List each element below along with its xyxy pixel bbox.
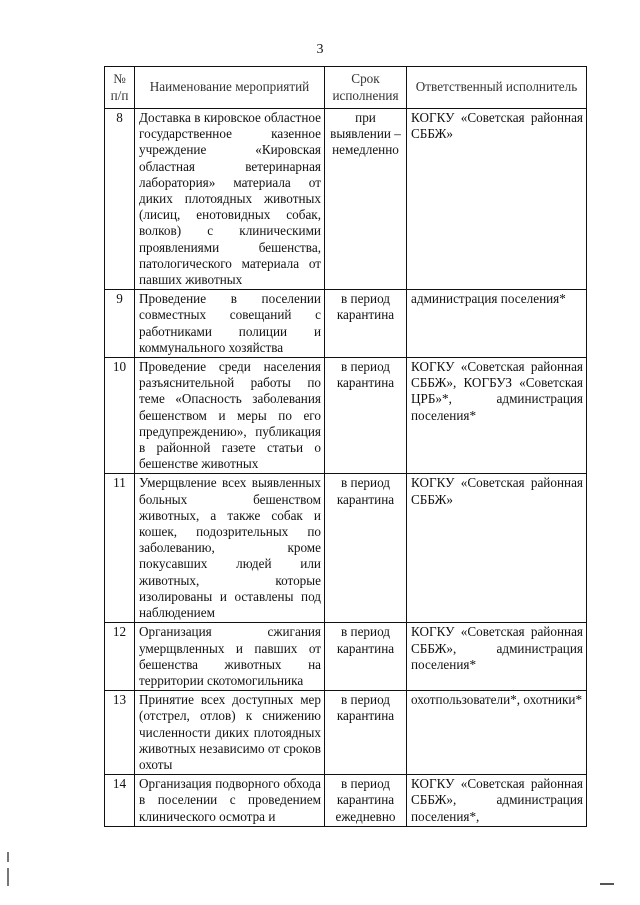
table-row: [105, 691, 587, 775]
row-responsible: КОГКУ «Советская районная СББЖ»: [407, 474, 587, 623]
row-responsible: КОГКУ «Советская районная СББЖ», администрация поселения*,: [407, 775, 587, 827]
table-row: [105, 358, 587, 474]
table-row: [105, 109, 587, 290]
scan-mark: [7, 868, 9, 886]
table-header-row: [105, 67, 587, 109]
header-name: Наименование мероприятий: [135, 67, 325, 109]
page-number: 3: [316, 42, 324, 57]
row-name: Организация подворного обхода в поселении с проведением клинического осмотра и: [135, 775, 325, 827]
row-num: 10: [105, 358, 135, 474]
row-num: 8: [105, 109, 135, 290]
row-num: 12: [105, 623, 135, 691]
table-row: [105, 623, 587, 691]
table-row: [105, 474, 587, 623]
row-responsible: КОГКУ «Советская районная СББЖ», КОГБУЗ «Советская ЦРБ»*, администрация поселения*: [407, 358, 587, 474]
row-term: в период карантина: [325, 691, 407, 775]
row-responsible: администрация поселения*: [407, 290, 587, 358]
row-name: Организация сжигания умерщвленных и павших от бешенства животных на территории скотомогильника: [135, 623, 325, 691]
header-num: № п/п: [105, 67, 135, 109]
row-term: в период карантина: [325, 290, 407, 358]
row-name: Умерщвление всех выявленных больных бешенством животных, а также собак и кошек, подозрительных по заболеванию, кроме покусавших людей или животных, которые изолированы и оставлены под наблюдением: [135, 474, 325, 623]
row-term: в период карантина: [325, 623, 407, 691]
row-name: Проведение среди населения разъяснительной работы по теме «Опасность заболевания бешенством и меры по его предупреждению», публикация в районной газете статьи о бешенстве животных: [135, 358, 325, 474]
scan-mark: [7, 852, 9, 862]
row-name: Доставка в кировское областное государственное казенное учреждение «Кировская областная ветеринарная лаборатория» материала от диких плотоядных животных (лисиц, енотовидных собак, волков) с клиническими проявлениями бешенства, патологического материала от павших животных: [135, 109, 325, 290]
row-responsible: КОГКУ «Советская районная СББЖ»: [407, 109, 587, 290]
table-row: [105, 290, 587, 358]
measures-table: [104, 66, 587, 827]
row-term: в период карантина ежедневно: [325, 775, 407, 827]
row-term: при выявлении – немедленно: [325, 109, 407, 290]
row-responsible: охотпользователи*, охотники*: [407, 691, 587, 775]
scan-mark: [600, 883, 614, 885]
row-num: 13: [105, 691, 135, 775]
row-responsible: КОГКУ «Советская районная СББЖ», администрация поселения*: [407, 623, 587, 691]
table-row: [105, 775, 587, 827]
row-term: в период карантина: [325, 358, 407, 474]
row-name: Принятие всех доступных мер (отстрел, отлов) к снижению численности диких плотоядных животных независимо от сроков охоты: [135, 691, 325, 775]
row-name: Проведение в поселении совместных совещаний с работниками полиции и коммунального хозяйства: [135, 290, 325, 358]
row-num: 14: [105, 775, 135, 827]
row-term: в период карантина: [325, 474, 407, 623]
row-num: 11: [105, 474, 135, 623]
header-term: Срок исполнения: [325, 67, 407, 109]
header-responsible: Ответственный исполнитель: [407, 67, 587, 109]
row-num: 9: [105, 290, 135, 358]
